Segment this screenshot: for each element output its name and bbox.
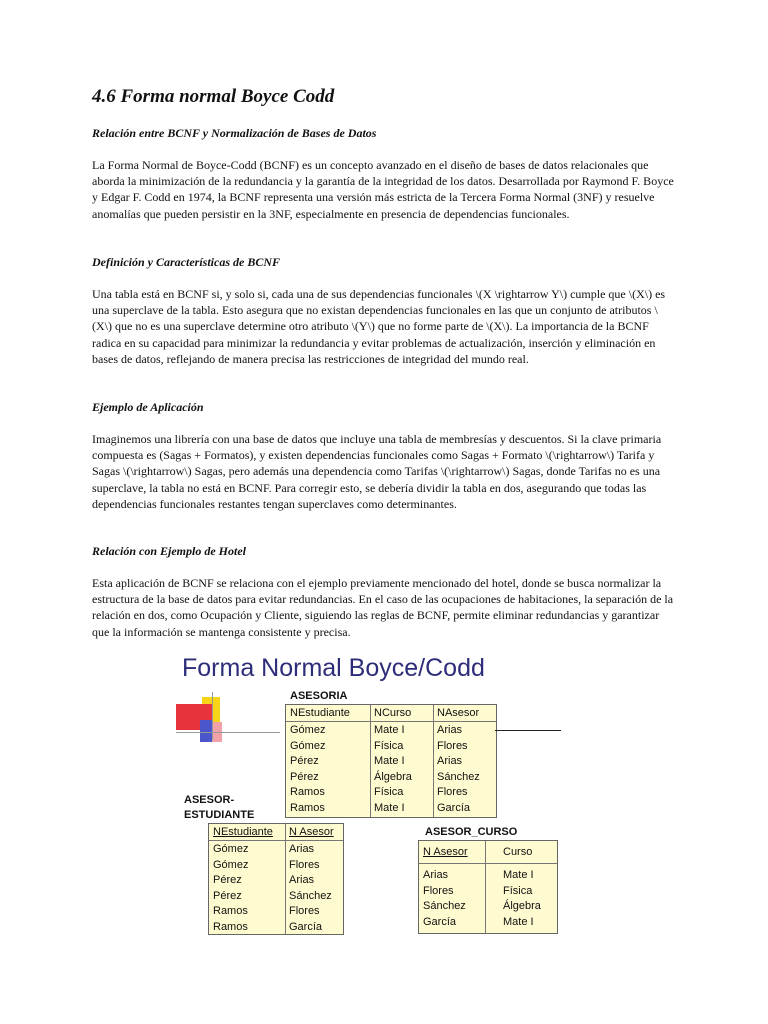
section-paragraph-2: Una tabla está en BCNF si, y solo si, cada una de sus dependencias funcionales \(X \rightarrow Y\) cumple que \(X\) es una superclave de la tabla. Esto asegura que no existan dependencias funcionales en las que un conjunto de atributos \(X\) que no es una superclave determine otro atributo \(Y\) que no forme parte de \(X\). La importancia de la BCNF radica en su capacidad para minimizar la redundancia y evitar problemas de actualización, inserción y eliminación en bases de datos, reflejando de manera precisa las restricciones de integridad del mundo real. (92, 287, 666, 366)
table-cell: Mate I (503, 869, 534, 881)
asesoria-col-2 (370, 722, 433, 816)
table-cell: Gómez (290, 739, 326, 752)
table-cell: Flores (289, 858, 320, 871)
table-cell: Gómez (213, 858, 249, 871)
asesoria-connector-line (495, 730, 561, 731)
ae-header-nestudiante-text: NEstudiante (213, 826, 273, 838)
table-cell: Física (503, 884, 533, 897)
asesoria-col-1 (286, 722, 370, 816)
section-heading-2: Definición y Características de BCNF (92, 255, 280, 269)
asesoria-col-nasesor (433, 705, 496, 817)
deco-vline (212, 692, 213, 740)
ac-col-2 (485, 864, 557, 930)
ac-col-1 (419, 864, 485, 930)
table-cell: Sánchez (423, 900, 466, 912)
asesor-estudiante-label-2: ESTUDIANTE (184, 809, 255, 821)
table-cell: Mate I (374, 724, 405, 736)
ae-col-2 (285, 841, 343, 935)
ac-col-nasesor (419, 841, 486, 933)
ae-header-nasesor (285, 824, 343, 841)
table-cell: Arias (437, 755, 463, 767)
asesoria-header-nestudiante: NEstudiante (286, 705, 370, 722)
table-cell: Física (374, 739, 404, 752)
table-cell: Flores (437, 739, 468, 752)
asesoria-header-nasesor: NAsesor (433, 705, 496, 722)
table-cell: Pérez (213, 889, 242, 902)
table-cell: Gómez (290, 724, 326, 736)
section-paragraph-3: Imaginemos una librería con una base de datos que incluye una tabla de membresías y descuentos. Si la clave primaria compuesta es (Sagas + Formatos), y existen dependencias funcionales como Sagas + Formato \(\rightarrow\) Tarifa y Sagas \(\rightarrow\) Sagas, pero además una dependencia como Tarifas \(\rightarrow\) Sagas, donde Tarifas no es una superclave, la tabla no está en BCNF. Para corregir esto, se debería dividir la tabla en dos, asegurando que todas las dependencias funcionales restantes tengan superclaves como determinantes. (92, 432, 662, 511)
table-cell: Ramos (290, 786, 325, 798)
section-heading-3: Ejemplo de Aplicación (92, 400, 204, 414)
section-heading-4: Relación con Ejemplo de Hotel (92, 544, 246, 558)
asesoria-header-ncurso: NCurso (370, 705, 433, 722)
section-heading-1: Relación entre BCNF y Normalización de Bases de Datos (92, 126, 377, 140)
asesor-estudiante-label-1: ASESOR- (184, 794, 235, 806)
ac-header-curso: Curso (485, 841, 557, 864)
section-paragraph-1: La Forma Normal de Boyce-Codd (BCNF) es un concepto avanzado en el diseño de bases de datos relacionales que aborda la minimización de la redundancia y la garantía de la integridad de los datos. Desarrollada por Raymond F. Boyce y Edgar F. Codd en 1974, la BCNF representa una versión más estricta de la Tercera Forma Normal (3NF) y resuelve anomalías que pueden persistir en la 3NF, especialmente en presencia de dependencias funcionales. (92, 158, 674, 221)
ae-header-nasesor-text: N Asesor (289, 826, 334, 838)
table-cell: Flores (289, 905, 320, 917)
table-cell: Pérez (290, 770, 319, 783)
table-cell: Flores (437, 786, 468, 798)
table-cell: García (437, 801, 471, 814)
ae-col-nestudiante (209, 824, 286, 934)
table-cell: Pérez (290, 755, 319, 767)
table-cell: Flores (423, 884, 454, 897)
table-cell: García (289, 920, 323, 933)
asesor-curso-label: ASESOR_CURSO (425, 826, 518, 838)
table-cell: Ramos (213, 920, 248, 933)
ac-header-nasesor-text: N Asesor (423, 846, 468, 858)
table-cell: Física (374, 786, 404, 798)
asesoria-label: ASESORIA (290, 690, 348, 702)
asesoria-col-ncurso (370, 705, 434, 817)
bcnf-figure (172, 652, 552, 942)
deco-blue-square (200, 720, 212, 742)
table-cell: Ramos (290, 801, 325, 814)
table-cell: Arias (423, 869, 449, 881)
figure-title: Forma Normal Boyce/Codd (182, 654, 485, 682)
table-cell: Álgebra (374, 770, 412, 783)
table-cell: Pérez (213, 874, 242, 886)
table-cell: Arias (437, 724, 463, 736)
deco-line (176, 732, 280, 733)
ae-col-1 (209, 841, 285, 935)
table-cell: Sánchez (289, 889, 332, 902)
ac-col-curso (485, 841, 557, 933)
asesoria-col-nestudiante (286, 705, 371, 817)
ae-col-nasesor (285, 824, 343, 934)
table-cell: Mate I (503, 915, 534, 928)
asesoria-col-3 (433, 722, 496, 816)
asesor-estudiante-table (208, 823, 344, 935)
table-cell: Mate I (374, 801, 405, 814)
table-cell: Arias (289, 843, 315, 855)
table-cell: Álgebra (503, 900, 541, 912)
table-cell: Sánchez (437, 770, 480, 783)
page-title: 4.6 Forma normal Boyce Codd (92, 86, 335, 107)
table-cell: García (423, 915, 457, 928)
ac-header-nasesor (419, 841, 485, 864)
asesoria-table (285, 704, 497, 818)
table-cell: Arias (289, 874, 315, 886)
asesor-curso-table (418, 840, 558, 934)
section-paragraph-4: Esta aplicación de BCNF se relaciona con el ejemplo previamente mencionado del hotel, donde se busca normalizar la estructura de la base de datos para evitar redundancias. En el caso de las ocupaciones de habitaciones, la separación de la relación en dos, como Ocupación y Cliente, siguiendo las reglas de BCNF, permite eliminar redundancias y garantizar que la información se mantenga consistente y precisa. (92, 576, 674, 639)
table-cell: Mate I (374, 755, 405, 767)
table-cell: Gómez (213, 843, 249, 855)
ae-header-nestudiante (209, 824, 285, 841)
table-cell: Ramos (213, 905, 248, 917)
